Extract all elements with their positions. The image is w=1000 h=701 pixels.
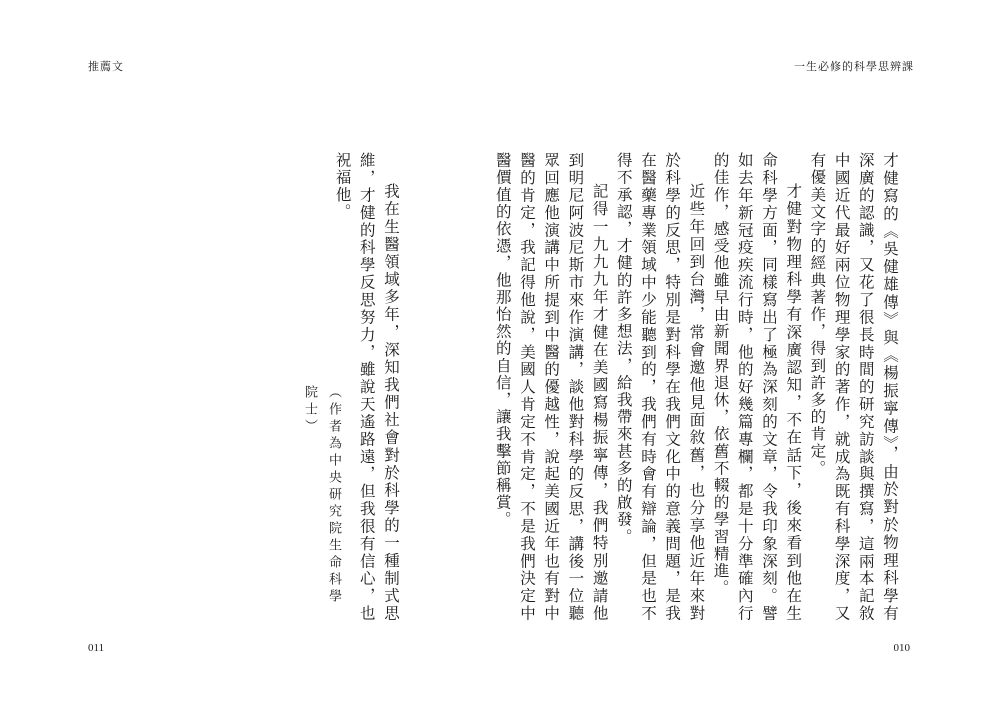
paragraph: 才健寫的《吳健雄傳》與《楊振寧傳》，由於對於物理科學有深廣的認識，又花了很長時間的研究訪談與撰寫，這兩本記敘中國近代最好兩位物理學家的著作，就成為既有科學深度，又有優美文字的經典著作，得到許多的肯定。 — [808, 152, 899, 622]
paragraph: 近些年回到台灣，常會邀他見面敘舊，也分享他近年來對於科學的反思，特別是對科學在我們文化中的意義問題，是我在醫藥專業領域中少能聽到的，我們有時會有辯論，但是也不得不承認，才健的許多想法，給我帶來甚多的啟發。 — [614, 152, 706, 622]
running-head-left: 推薦文 — [88, 60, 124, 73]
paragraph: 才健對物理科學有深廣認知，不在話下，後來看到他在生命科學方面，同樣寫出了極為深刻的文章，令我印象深刻。譬如去年新冠疫疾流行時，他的好幾篇專欄，都是十分準確內行的佳作，感受他雖早由新聞界退休，依舊不輟的學習精進。 — [711, 152, 803, 622]
running-head-right: 一生必修的科學思辨課 — [794, 60, 914, 73]
page-number-right: 010 — [893, 642, 910, 654]
paragraph: 我在生醫領域多年，深知我們社會對於科學的一種制式思維，才健的科學反思努力，雖說天遙路遠，但我很有信心，也祝福他。 — [333, 152, 400, 622]
page-number-left: 011 — [88, 642, 105, 654]
author-signature: （作者為中央研究院生命科學院士） — [302, 385, 341, 606]
right-page-body — [493, 152, 902, 622]
paragraph: 記得一九九九年才健在美國寫楊振寧傳，我們特別邀請他到明尼阿波尼斯市來作演講，談他對科學的反思，講後一位聽眾回應他演講中所提到中醫的優越性，說起美國近年也有對中醫的肯定，我記得他說，美國人肯定不肯定，不是我們決定中醫價值的依憑，他那怡然的自信，讓我擊節稱賞。 — [493, 152, 609, 622]
